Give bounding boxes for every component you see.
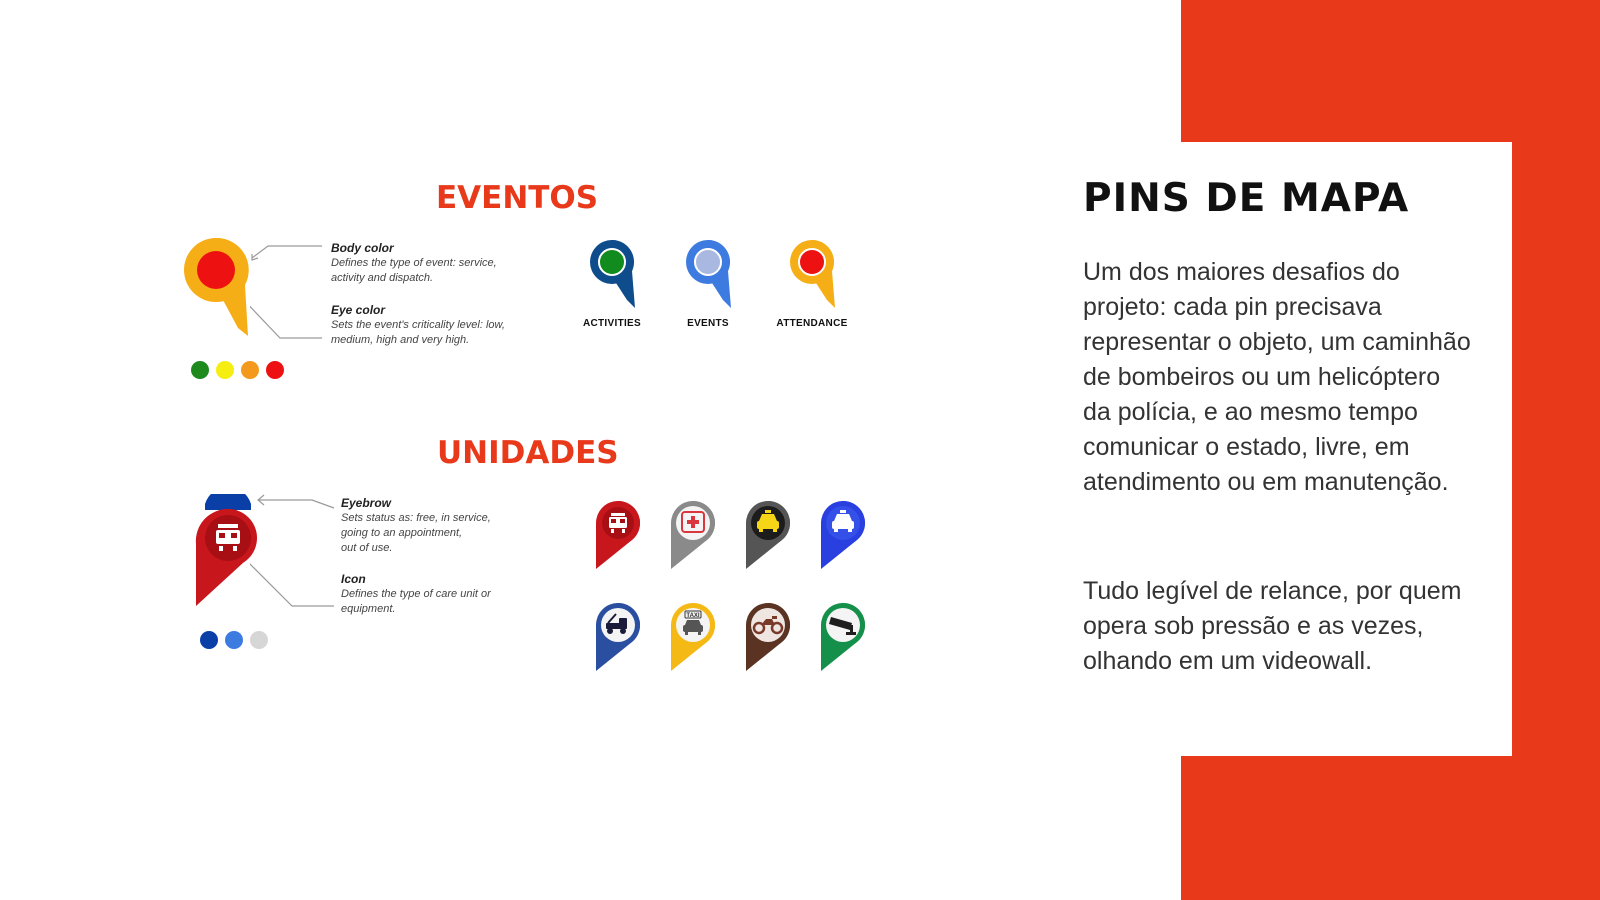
events-label: EVENTS — [687, 318, 729, 329]
criticality-dot-very-high — [266, 361, 284, 379]
unidades-title: UNIDADES — [437, 435, 619, 471]
unit-annotation-lines — [250, 494, 340, 610]
motorcycle-pin — [744, 601, 794, 673]
attendance-label: ATTENDANCE — [776, 318, 848, 329]
criticality-dot-medium — [216, 361, 234, 379]
eye-color-text: Sets the event's criticality level: low, medium, high and very high. — [331, 319, 505, 346]
activities-pin — [590, 240, 640, 310]
panel-paragraph-1: Um dos maiores desafios do projeto: cada pin precisava representar o objeto, um caminhão de bombeiros ou um helicóptero da polícia, e ao mesmo tempo comunicar o estado, livre, em atendimento ou em manutenção. — [1083, 258, 1471, 496]
event-annotation-lines — [250, 240, 330, 340]
icon-title: Icon — [341, 572, 366, 586]
criticality-dot-high — [241, 361, 259, 379]
activities-label: ACTIVITIES — [582, 318, 641, 329]
icon-annotation — [341, 572, 571, 617]
ambulance-pin — [669, 499, 719, 571]
panel-paragraph-2: Tudo legível de relance, por quem opera sob pressão e as vezes, olhando em um videowall. — [1083, 577, 1462, 675]
icon-text: Defines the type of care unit or equipment. — [341, 588, 491, 615]
fire-truck-pin — [594, 499, 644, 571]
attendance-pin — [790, 240, 840, 310]
eventos-title: EVENTOS — [436, 180, 599, 216]
tow-truck-pin — [594, 601, 644, 673]
body-color-annotation — [331, 241, 561, 286]
security-camera-pin — [819, 601, 869, 673]
body-color-title: Body color — [331, 241, 394, 255]
eye-color-annotation — [331, 303, 561, 348]
taxi-car-pin — [744, 499, 794, 571]
status-dot-blue — [225, 631, 243, 649]
status-dot-gray — [250, 631, 268, 649]
taxi-pin — [669, 601, 719, 673]
eyebrow-text: Sets status as: free, in service, going to an appointment, out of use. — [341, 512, 491, 554]
eye-color-title: Eye color — [331, 303, 386, 317]
criticality-dot-low — [191, 361, 209, 379]
body-color-text: Defines the type of event: service, activity and dispatch. — [331, 257, 497, 284]
taxi-sign-text: TAXI — [686, 613, 700, 619]
eyebrow-annotation — [341, 496, 571, 556]
panel-title: PINS DE MAPA — [1083, 176, 1410, 221]
eyebrow-title: Eyebrow — [341, 496, 392, 510]
police-car-pin — [819, 499, 869, 571]
events-pin — [686, 240, 736, 310]
status-dot-dark-blue — [200, 631, 218, 649]
